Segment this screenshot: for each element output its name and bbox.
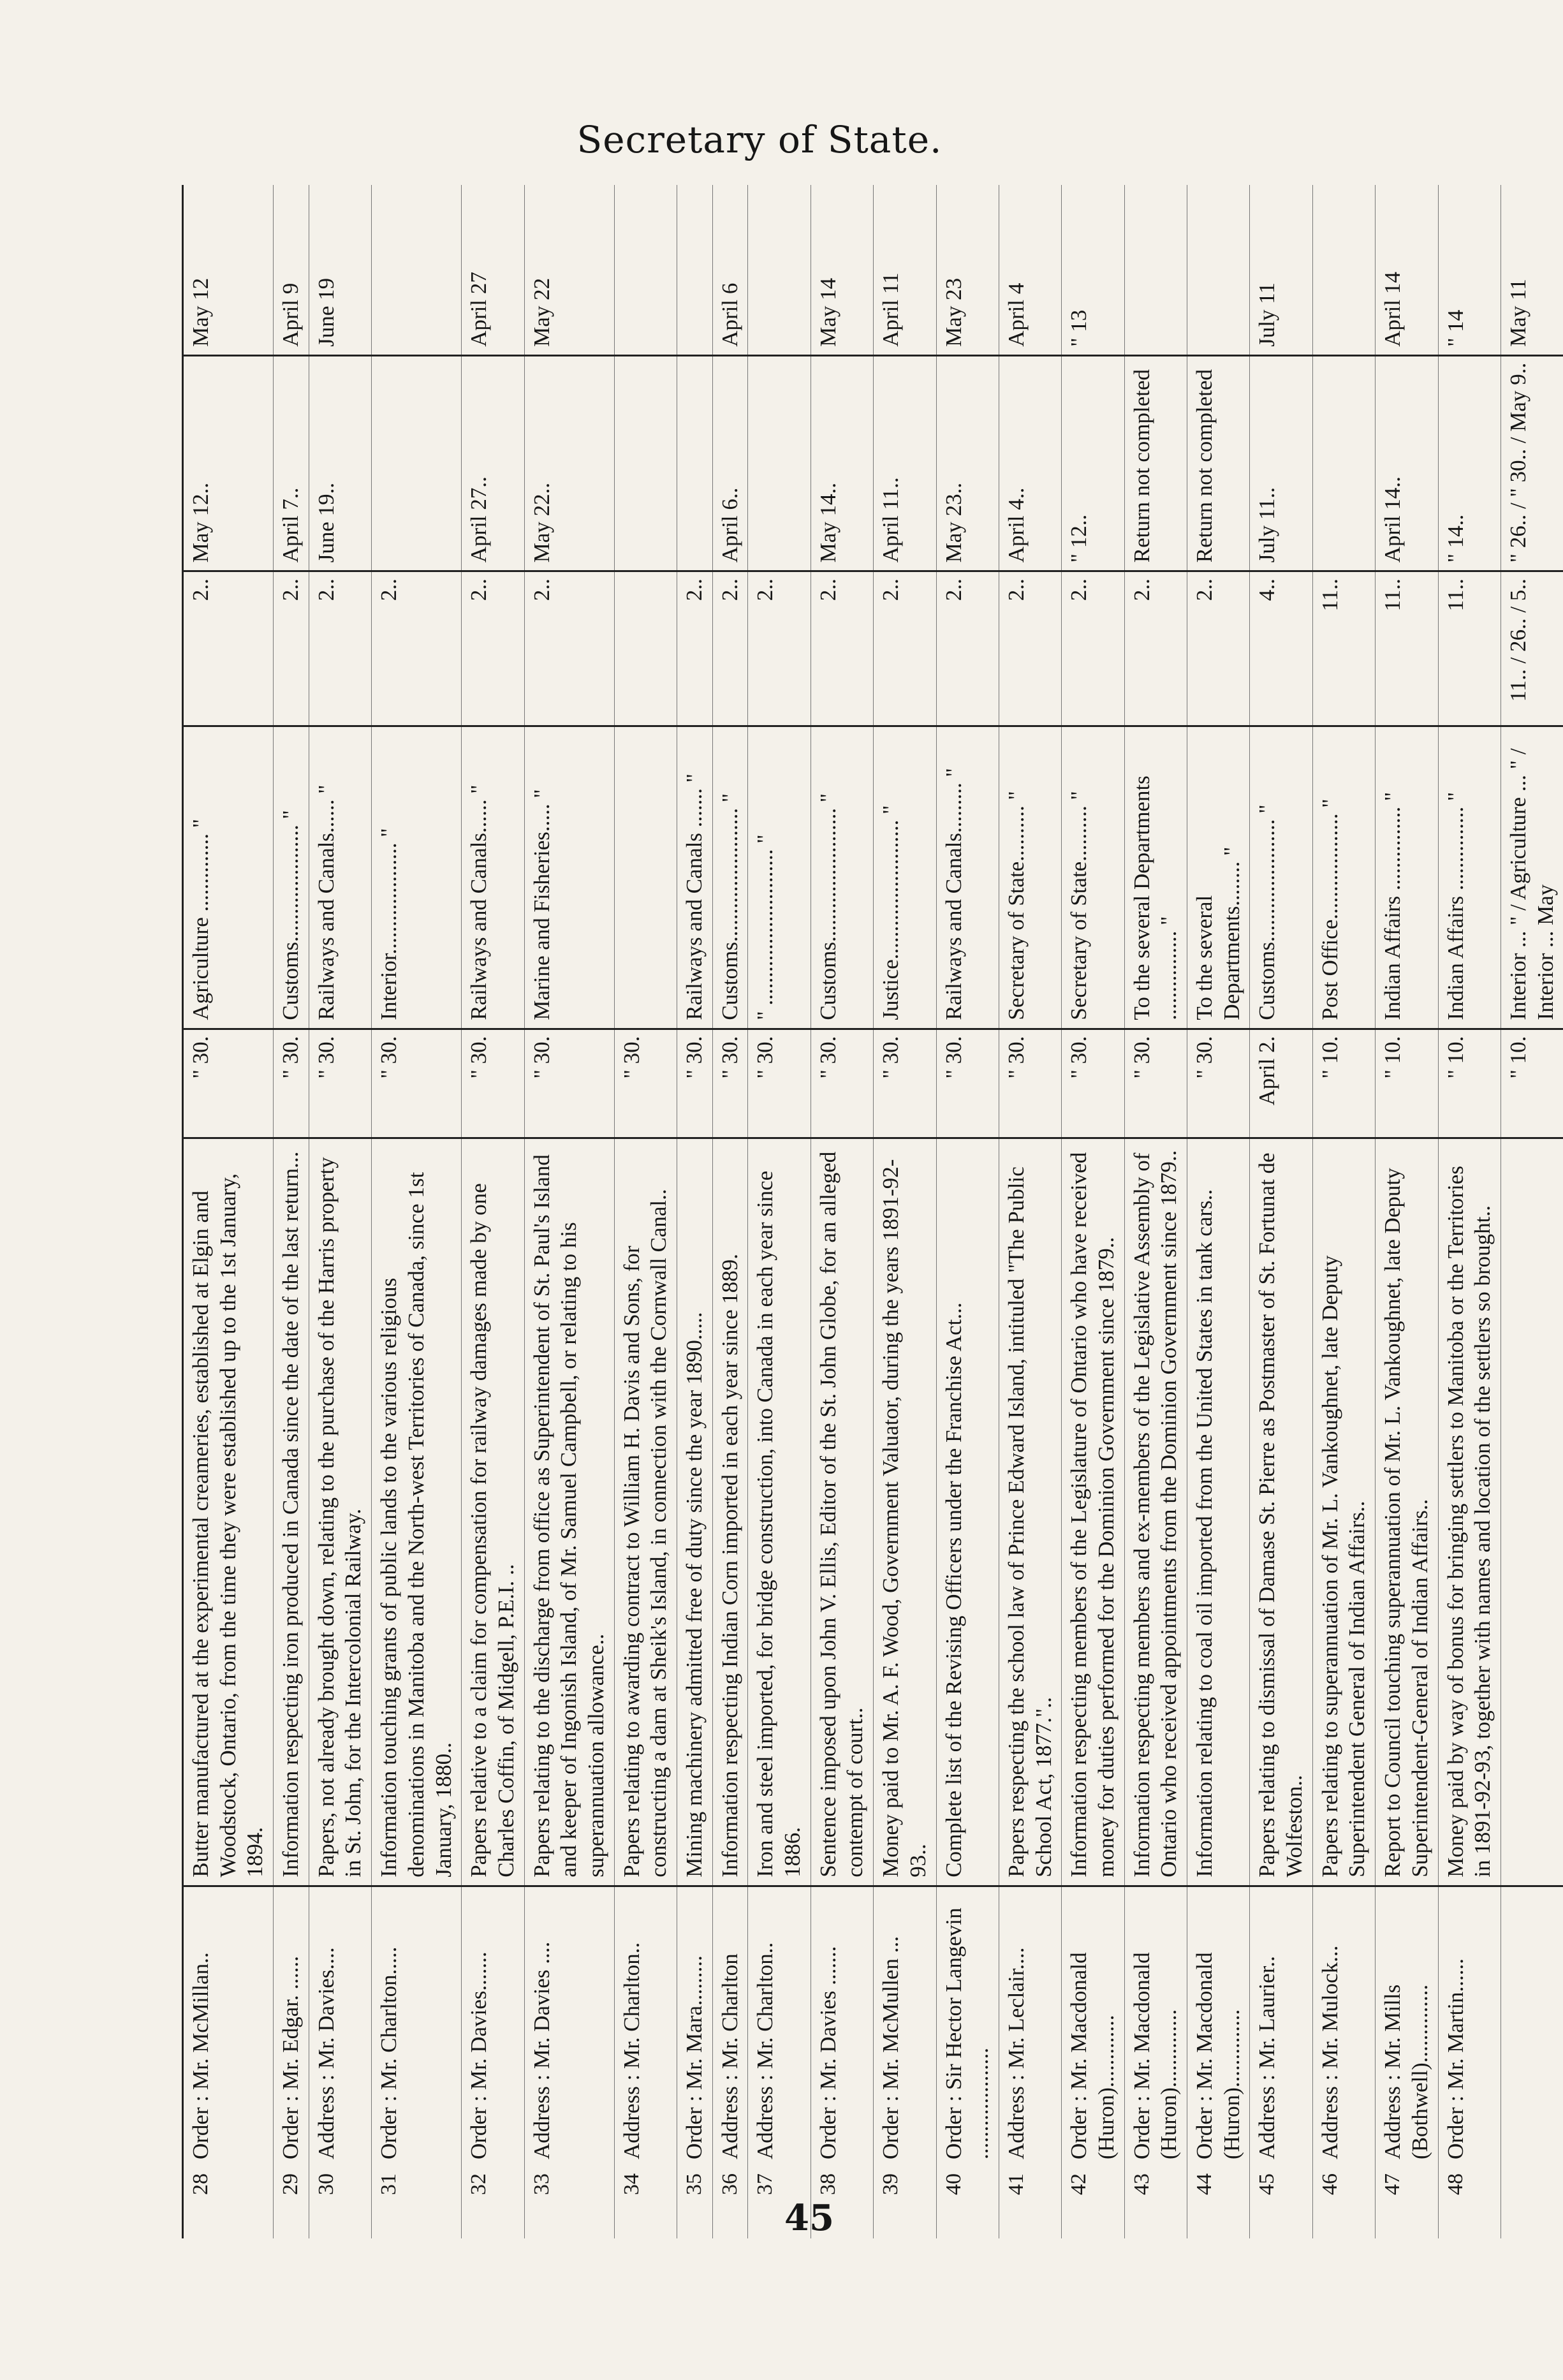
date-cell: " 10. [1501,1029,1563,1138]
entry-number: 35 [677,2167,713,2238]
mover-cell: Address : Mr. Davies.... [309,1886,371,2167]
entry-number: 41 [999,2167,1061,2238]
department-cell: Railways and Canals......... " [936,726,999,1029]
answered-cell: April 4.. [999,355,1061,571]
presented-cell: April 27 [462,185,524,355]
referred-cell: 4.. [1250,571,1312,726]
subject-cell: Information respecting iron produced in Canada since the date of the last return... [274,1138,309,1886]
mover-cell: Order : Sir Hector Langevin .................... [936,1886,999,2167]
date-cell: " 30. [999,1029,1061,1138]
department-cell: Railways and Canals...... " [309,726,371,1029]
answered-cell [748,355,811,571]
subject-cell: Information respecting Indian Corn imported in each year since 1889. [712,1138,748,1886]
subject-cell: Information relating to coal oil imported from the United States in tank cars.. [1187,1138,1250,1886]
date-cell: April 2. [1250,1029,1312,1138]
mover-cell: Order : Mr. Macdonald (Huron).............. [1124,1886,1187,2167]
entry-number: 32 [462,2167,524,2238]
mover-cell [1501,1886,1563,2167]
subject-cell: Papers, not already brought down, relating to the purchase of the Harris property in St. John, for the Intercolonial Railway. [309,1138,371,1886]
subject-cell: Papers relative to a claim for compensation for railway damages made by one Charles Coffin, of Midgell, P.E.I. .. [462,1138,524,1886]
answered-cell: May 22.. [524,355,614,571]
referred-cell: 2.. [462,571,524,726]
entry-number: 31 [372,2167,462,2238]
subject-cell [1501,1138,1563,1886]
presented-cell: June 19 [309,185,371,355]
referred-cell: 11.. / 26.. / 5.. [1501,571,1563,726]
referred-cell: 2.. [183,571,274,726]
subject-cell: Papers relating to awarding contract to William H. Davis and Sons, for constructing a dam at Sheik's Island, in connection with the Cornwall Canal.. [614,1138,677,1886]
table-row [1376,185,1438,2238]
subject-cell: Information respecting members and ex-members of the Legislative Assembly of Ontario who received appointments from the Dominion Government since 1879.. [1124,1138,1187,1886]
table-row [309,185,371,2238]
answered-cell: Return not completed [1187,355,1250,571]
table-row [999,185,1061,2238]
presented-cell [1312,185,1375,355]
referred-cell: 2.. [372,571,462,726]
referred-cell: 2.. [1062,571,1124,726]
table-row [1062,185,1124,2238]
answered-cell: April 6.. [712,355,748,571]
entry-number: 36 [712,2167,748,2238]
referred-cell: 2.. [1187,571,1250,726]
date-cell: " 30. [712,1029,748,1138]
presented-cell: May 12 [183,185,274,355]
presented-cell: May 14 [811,185,873,355]
answered-cell [614,355,677,571]
entry-number: 29 [274,2167,309,2238]
entry-number: 37 [748,2167,811,2238]
presented-cell: May 22 [524,185,614,355]
presented-cell: July 11 [1250,185,1312,355]
department-cell: Marine and Fisheries..... " [524,726,614,1029]
department-cell: To the several Departments ................ " [1124,726,1187,1029]
entry-number: 47 [1376,2167,1438,2238]
presented-cell [1187,185,1250,355]
mover-cell: Order : Mr. Martin...... [1438,1886,1501,2167]
mover-cell: Order : Mr. Edgar. ...... [274,1886,309,2167]
mover-cell: Address : Mr. Mills (Bothwell).............. [1376,1886,1438,2167]
date-cell: " 30. [462,1029,524,1138]
mover-cell: Order : Mr. Davies....... [462,1886,524,2167]
answered-cell: April 11.. [874,355,936,571]
mover-cell: Address : Mr. Leclair.... [999,1886,1061,2167]
subject-cell: Papers relating to superannuation of Mr. L. Vankoughnet, late Deputy Superintendent General of Indian Affairs.. [1312,1138,1375,1886]
answered-cell: April 7.. [274,355,309,571]
mover-cell: Address : Mr. Davies .... [524,1886,614,2167]
table-row [1501,185,1563,2238]
entry-number: 39 [874,2167,936,2238]
table-row [874,185,936,2238]
entry-number: 46 [1312,2167,1375,2238]
mover-cell: Address : Mr. Laurier.. [1250,1886,1312,2167]
answered-cell: " 14.. [1438,355,1501,571]
date-cell: " 30. [183,1029,274,1138]
referred-cell: 2.. [274,571,309,726]
entry-number: 44 [1187,2167,1250,2238]
department-cell: Secretary of State.......... " [1062,726,1124,1029]
entry-number: 34 [614,2167,677,2238]
entry-number: 28 [183,2167,274,2238]
answered-cell: May 23.. [936,355,999,571]
presented-cell [372,185,462,355]
entry-number: 45 [1250,2167,1312,2238]
referred-cell: 2.. [874,571,936,726]
date-cell: " 30. [748,1029,811,1138]
referred-cell: 2.. [748,571,811,726]
date-cell: " 30. [372,1029,462,1138]
presented-cell: April 11 [874,185,936,355]
presented-cell [748,185,811,355]
department-cell [614,726,677,1029]
subject-cell: Butter manufactured at the experimental creameries, established at Elgin and Woodstock, Ontario, from the time they were established up to the 1st January, 1894. [183,1138,274,1886]
date-cell: " 10. [1438,1029,1501,1138]
date-cell: " 30. [524,1029,614,1138]
subject-cell: Iron and steel imported, for bridge construction, into Canada in each year since 1886. [748,1138,811,1886]
presented-cell: " 13 [1062,185,1124,355]
presented-cell: April 9 [274,185,309,355]
table-row [811,185,873,2238]
date-cell: " 10. [1312,1029,1375,1138]
department-cell: Customs........................ " [712,726,748,1029]
mover-cell: Order : Mr. Macdonald (Huron)............. [1062,1886,1124,2167]
entry-number: 43 [1124,2167,1187,2238]
subject-cell: Papers relating to dismissal of Damase St. Pierre as Postmaster of St. Fortunat de Wolfeston.. [1250,1138,1312,1886]
answered-cell [372,355,462,571]
subject-cell: Information touching grants of public lands to the various religious denominations in Manitoba and the North-west Territories of Canada, since 1st January, 1880.. [372,1138,462,1886]
date-cell: " 30. [614,1029,677,1138]
table-row [677,185,713,2238]
answered-cell [1312,355,1375,571]
mover-cell: Address : Mr. Charlton [712,1886,748,2167]
date-cell: " 30. [274,1029,309,1138]
referred-cell: 2.. [936,571,999,726]
subject-cell: Sentence imposed upon John V. Ellis, Editor of the St. John Globe, for an alleged contempt of court.. [811,1138,873,1886]
page-number: 45 [784,2197,834,2239]
answered-cell: " 12.. [1062,355,1124,571]
answered-cell: July 11.. [1250,355,1312,571]
referred-cell: 2.. [677,571,713,726]
mover-cell: Order : Mr. McMillan.. [183,1886,274,2167]
table-row [712,185,748,2238]
table-row [524,185,614,2238]
department-cell: Customs..................... " [274,726,309,1029]
department-cell: Justice......................... " [874,726,936,1029]
mover-cell: Order : Mr. Charlton..... [372,1886,462,2167]
page-header: Secretary of State. [576,118,943,161]
date-cell: " 30. [1124,1029,1187,1138]
answered-cell: Return not completed [1124,355,1187,571]
department-cell: Railways and Canals ....... " [677,726,713,1029]
subject-cell: Papers relating to the discharge from office as Superintendent of St. Paul's Island and keeper of Ingonish Island, of Mr. Samuel Campbell, or relating to his superannuation allowance.. [524,1138,614,1886]
department-cell: Post Office................... " [1312,726,1375,1029]
date-cell: " 30. [309,1029,371,1138]
department-cell: Interior ... " / Agriculture ... " / Interior ... May [1501,726,1563,1029]
mover-cell: Address : Mr. Charlton.. [614,1886,677,2167]
returns-table-body [183,185,1563,2238]
table-row [372,185,462,2238]
department-cell: Interior.................... " [372,726,462,1029]
table-row [1312,185,1375,2238]
department-cell: Agriculture .............. " [183,726,274,1029]
entry-number: 30 [309,2167,371,2238]
mover-cell: Address : Mr. Charlton.. [748,1886,811,2167]
table-row [614,185,677,2238]
referred-cell: 2.. [999,571,1061,726]
subject-cell: Money paid by way of bonus for bringing settlers to Manitoba or the Territories in 1891-92-93, together with names and location of the settlers so brought.. [1438,1138,1501,1886]
table-row [748,185,811,2238]
table-row [1438,185,1501,2238]
department-cell: Secretary of State.......... " [999,726,1061,1029]
mover-cell: Address : Mr. Mulock... [1312,1886,1375,2167]
table-row [1187,185,1250,2238]
presented-cell: April 6 [712,185,748,355]
department-cell: Indian Affairs ............... " [1438,726,1501,1029]
returns-table [182,185,1563,2238]
presented-cell: May 11 [1501,185,1563,355]
referred-cell: 2.. [1124,571,1187,726]
department-cell: Railways and Canals...... " [462,726,524,1029]
entry-number: 48 [1438,2167,1501,2238]
presented-cell: April 14 [1376,185,1438,355]
referred-cell: 11.. [1438,571,1501,726]
referred-cell: 2.. [309,571,371,726]
date-cell: " 30. [811,1029,873,1138]
presented-cell [677,185,713,355]
presented-cell: May 23 [936,185,999,355]
answered-cell [677,355,713,571]
subject-cell: Report to Council touching superannuation of Mr. L. Vankoughnet, late Deputy Superintendent-General of Indian Affairs.. [1376,1138,1438,1886]
referred-cell [614,571,677,726]
date-cell: " 10. [1376,1029,1438,1138]
referred-cell: 11.. [1312,571,1375,726]
presented-cell [1124,185,1187,355]
answered-cell: May 14.. [811,355,873,571]
presented-cell [614,185,677,355]
table-row [1124,185,1187,2238]
mover-cell: Order : Mr. Davies ....... [811,1886,873,2167]
mover-cell: Order : Mr. Macdonald (Huron).............. [1187,1886,1250,2167]
subject-cell: Information respecting members of the Legislature of Ontario who have received money for duties performed for the Dominion Government since 1879.. [1062,1138,1124,1886]
mover-cell: Order : Mr. McMullen ... [874,1886,936,2167]
entry-number: 33 [524,2167,614,2238]
entry-number: 40 [936,2167,999,2238]
mover-cell: Order : Mr. Mara......... [677,1886,713,2167]
entry-number: 42 [1062,2167,1124,2238]
subject-cell: Complete list of the Revising Officers under the Franchise Act... [936,1138,999,1886]
date-cell: " 30. [874,1029,936,1138]
date-cell: " 30. [677,1029,713,1138]
answered-cell: " 26.. / " 30.. / May 9.. [1501,355,1563,571]
date-cell: " 30. [1062,1029,1124,1138]
subject-cell: Mining machinery admitted free of duty since the year 1890..... [677,1138,713,1886]
table-row [1250,185,1312,2238]
department-cell: Customs...................... " [1250,726,1312,1029]
department-cell: " ............................ " [748,726,811,1029]
date-cell: " 30. [1187,1029,1250,1138]
subject-cell: Money paid to Mr. A. F. Wood, Government Valuator, during the years 1891-92-93.. [874,1138,936,1886]
referred-cell: 2.. [811,571,873,726]
table-row [936,185,999,2238]
answered-cell: April 27.. [462,355,524,571]
presented-cell: " 14 [1438,185,1501,355]
referred-cell: 11.. [1376,571,1438,726]
department-cell: Customs........................ " [811,726,873,1029]
entry-number [1501,2167,1563,2238]
answered-cell: May 12.. [183,355,274,571]
subject-cell: Papers respecting the school law of Prince Edward Island, intituled "The Public School Act, 1877.".. [999,1138,1061,1886]
table-row [183,185,274,2238]
answered-cell: June 19.. [309,355,371,571]
entry-number: 38 [811,2167,873,2238]
presented-cell: April 4 [999,185,1061,355]
table-row [462,185,524,2238]
referred-cell: 2.. [712,571,748,726]
table-row [274,185,309,2238]
date-cell: " 30. [936,1029,999,1138]
department-cell: To the several Departments........ " [1187,726,1250,1029]
department-cell: Indian Affairs ............... " [1376,726,1438,1029]
returns-table-rotated [182,185,1558,2238]
referred-cell: 2.. [524,571,614,726]
answered-cell: April 14.. [1376,355,1438,571]
